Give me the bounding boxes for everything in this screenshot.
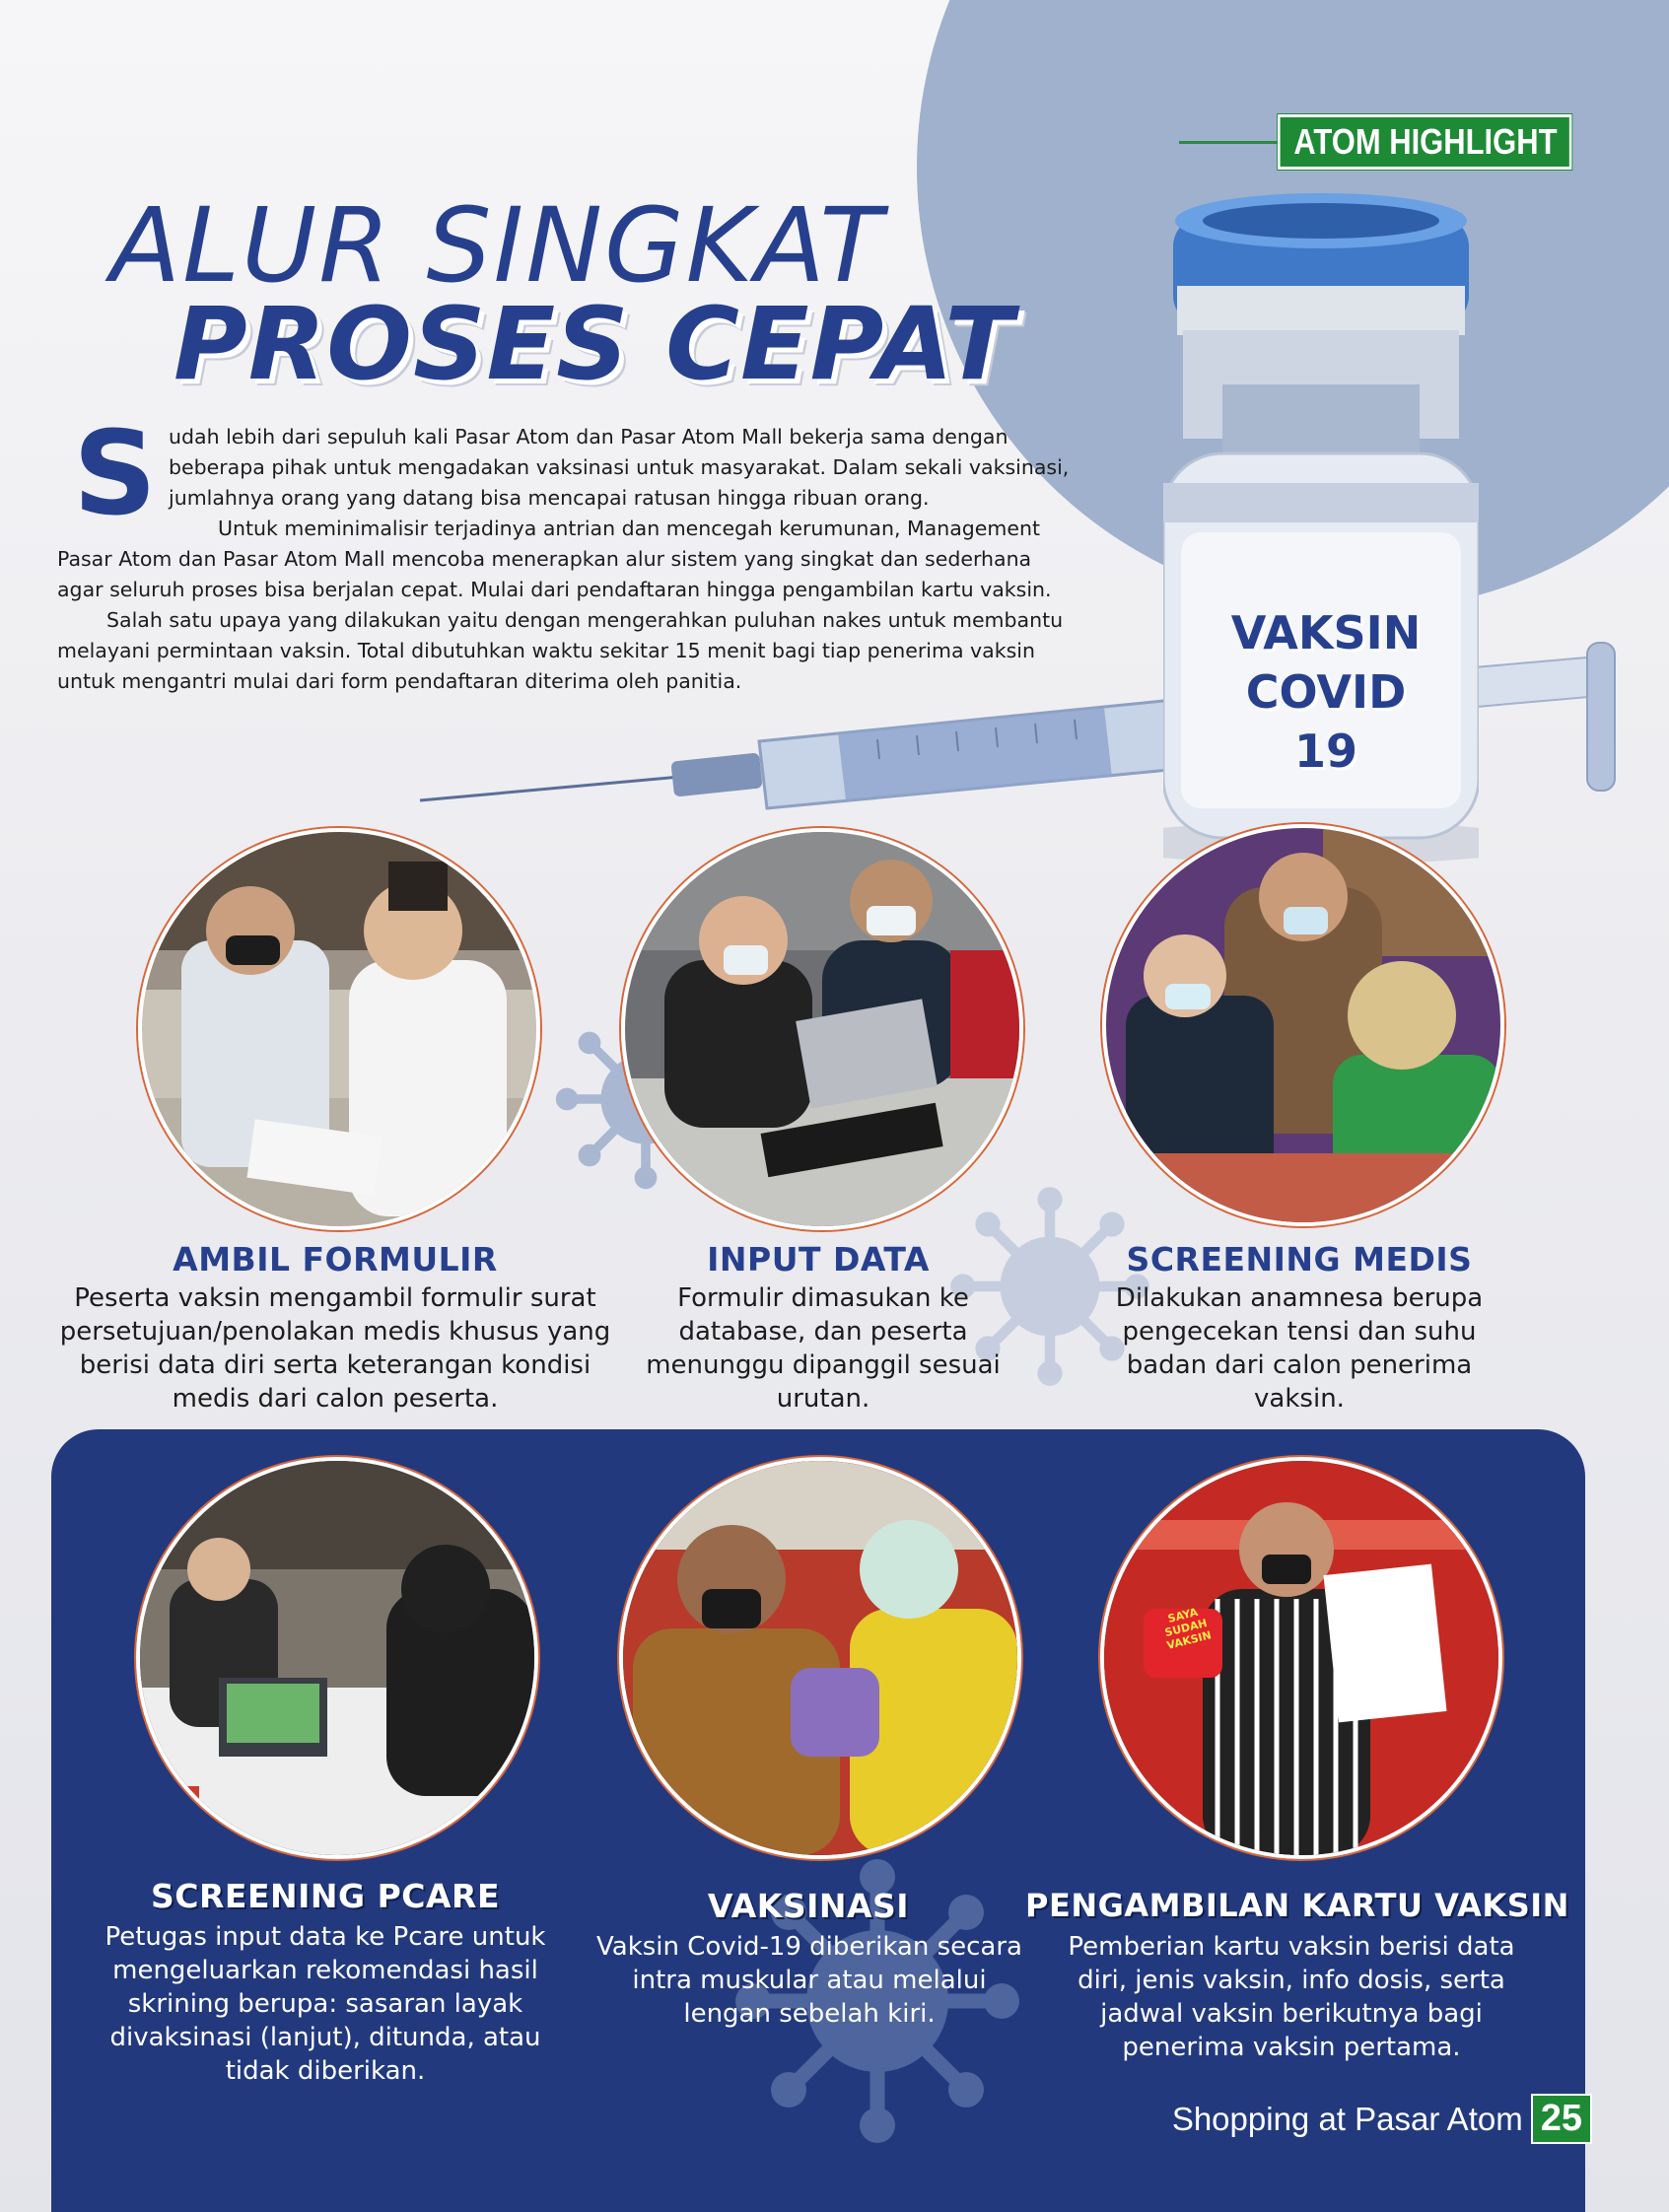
step-title-pengambilan-kartu-vaksin: PENGAMBILAN KARTU VAKSIN	[1025, 1887, 1569, 1924]
photo-screening-medis	[1102, 824, 1504, 1226]
intro-paragraph-1: udah lebih dari sepuluh kali Pasar Atom dan Pasar Atom Mall bekerja sama dengan beberapa pihak untuk mengadakan vaksinasi untuk masyarakat. Dalam sekali vaksinasi, jumlahnya orang yang datang bisa mencapai ratusan hingga ribuan orang.	[169, 425, 1070, 510]
intro-article	[57, 405, 1073, 697]
step-desc-pengambilan-kartu-vaksin: Pemberian kartu vaksin berisi data diri, jenis vaksin, info dosis, serta jadwal vaksin berikutnya bagi penerima vaksin pertama.	[1068, 1932, 1515, 2062]
footer-text: Shopping at Pasar Atom	[1171, 2100, 1523, 2137]
dropcap: S	[73, 405, 157, 541]
photo-ambil-formulir	[138, 828, 540, 1230]
intro-paragraph-3: Salah satu upaya yang dilakukan yaitu dengan mengerahkan puluhan nakes untuk membantu melayani permintaan vaksin. Total dibutuhkan waktu sekitar 15 menit bagi tiap penerima vaksin untuk mengantri mulai dari form pendaftaran diterima oleh panitia.	[57, 608, 1064, 693]
step-desc-input-data: Formulir dimasukan ke database, dan peserta menunggu dipanggil sesuai urutan.	[646, 1283, 1001, 1414]
photo-pengambilan-kartu	[1100, 1457, 1502, 1859]
vial-label-line2: COVID 19	[1245, 665, 1407, 778]
page-title-line2: PROSES CEPAT	[174, 286, 1014, 403]
section-tag-label: ATOM HIGHLIGHT	[1278, 114, 1571, 170]
step-title-vaksinasi: VAKSINASI	[707, 1887, 910, 1925]
step-desc-screening-medis: Dilakukan anamnesa berupa pengecekan tensi dan suhu badan dari calon penerima vaksin.	[1115, 1283, 1484, 1414]
section-tag	[1179, 114, 1620, 170]
photo-sign-text: SAYA SUDAH VAKSIN	[1163, 1605, 1214, 1652]
vial-label-line1: VAKSIN	[1230, 606, 1422, 659]
intro-paragraph-2: Untuk meminimalisir terjadinya antrian dan mencegah kerumunan, Management Pasar Atom dan Pasar Atom Mall mencoba menerapkan alur sistem yang singkat dan sederhana agar seluruh proses bisa berjalan cepat. Mulai dari pendaftaran hingga pengambilan kartu vaksin.	[57, 517, 1052, 601]
photo-input-data	[621, 828, 1023, 1230]
step-desc-vaksinasi: Vaksin Covid-19 diberikan secara intra muskular atau melalui lengan sebelah kiri.	[596, 1932, 1022, 2029]
page-title-line1: ALUR SINGKAT	[110, 185, 884, 306]
step-desc-ambil-formulir: Peserta vaksin mengambil formulir surat persetujuan/penolakan medis khusus yang berisi data diri serta keterangan kondisi medis dari calon peserta.	[59, 1283, 611, 1414]
step-title-ambil-formulir: AMBIL FORMULIR	[173, 1240, 498, 1279]
step-title-input-data: INPUT DATA	[707, 1240, 930, 1279]
step-desc-screening-pcare: Petugas input data ke Pcare untuk mengeluarkan rekomendasi hasil skrining berupa: sasaran layak divaksinasi (lanjut), ditunda, atau tidak diberikan.	[104, 1922, 546, 2086]
page-footer	[1172, 2094, 1592, 2144]
section-tag-line	[1179, 141, 1278, 144]
step-title-screening-pcare: SCREENING PCARE	[151, 1877, 500, 1915]
step-title-screening-medis: SCREENING MEDIS	[1126, 1240, 1473, 1279]
vial-label	[1213, 603, 1439, 781]
page-number: 25	[1531, 2094, 1592, 2144]
photo-screening-pcare	[136, 1457, 538, 1859]
photo-vaksinasi	[619, 1457, 1021, 1859]
